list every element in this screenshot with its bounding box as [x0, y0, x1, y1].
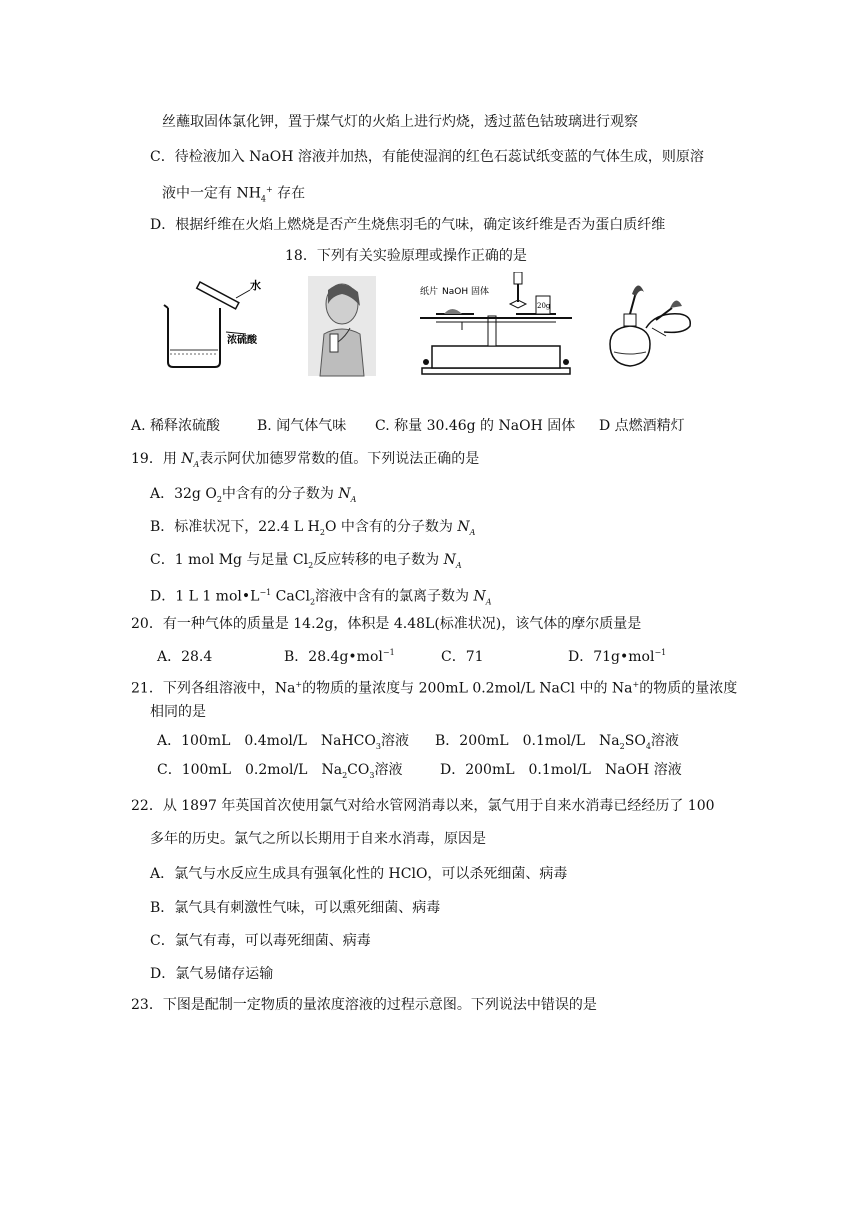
label-weight: 20g: [537, 302, 551, 310]
q20-options: [157, 643, 666, 667]
q19-option-b: B．标准状况下，22.4 L $H_2O$ 中含有的分子数为 $N_A$: [150, 519, 476, 537]
q20-stem: 20．有一种气体的质量是 14.2g，体积是 4.48L(标准状况)，该气体的摩尔质量是: [131, 616, 642, 632]
figure-balance: [416, 272, 576, 376]
q23-stem: 23．下图是配制一定物质的量浓度溶液的过程示意图。下列说法中错误的是: [131, 997, 597, 1013]
q19-stem: 19．用 $N_A$表示阿伏加德罗常数的值。下列说法正确的是: [131, 451, 480, 469]
label-paper: 纸片: [420, 287, 439, 297]
q18-options: [131, 416, 685, 436]
label-water: 水: [250, 279, 261, 292]
q18-option-d: D 点燃酒精灯: [599, 418, 685, 434]
q22-option-b: B．氯气具有刺激性气味，可以熏死细菌、病毒: [150, 900, 441, 916]
q18-stem: 18．下列有关实验原理或操作正确的是: [285, 248, 527, 264]
q21-option-c: C．100mL 0.2mol/L $Na_2CO_3$溶液: [157, 762, 403, 780]
prev-option-c-line2: 液中一定有 $NH_4^+$ 存在: [162, 185, 306, 204]
q21-stem: 21．下列各组溶液中，Na+的物质的量浓度与 200mL 0.2mol/L NaCl 中的 Na+的物质的量浓度: [131, 680, 738, 697]
prev-option-c-line1: C．待检液加入 NaOH 溶液并加热，有能使湿润的红色石蕊试纸变蓝的气体生成，则原溶: [150, 149, 704, 165]
q21-stem-line2: 相同的是: [150, 704, 206, 720]
figure-smell-gas: [302, 272, 382, 380]
q18-option-b: B. 闻气体气味: [257, 418, 347, 434]
label-naoh-solid: NaOH 固体: [442, 287, 489, 297]
q19-option-d: D．1 L 1 $mol•L^{-1}$ CaCl$_2$溶液中含有的氯离子数为 $N_A$: [150, 588, 492, 607]
figure-light-lamp: [600, 272, 696, 372]
q20-option-b: B．28.4g•mol$^{-1}$: [284, 648, 395, 665]
q21-option-b: B．200mL 0.1mol/L $Na_2SO_4$溶液: [435, 733, 679, 751]
q20-option-d: D．71g•mol$^{-1}$: [568, 648, 667, 665]
q21-option-d: D．200mL 0.1mol/L NaOH 溶液: [440, 762, 682, 778]
q20-option-c: C．71: [441, 648, 484, 665]
prev-option-b-continued: 丝蘸取固体氯化钾，置于煤气灯的火焰上进行灼烧，透过蓝色钴玻璃进行观察: [162, 114, 638, 130]
q19-option-c: C．1 mol Mg 与足量 $Cl_2$反应转移的电子数为 $N_A$: [150, 552, 462, 570]
q20-option-a: A．28.4: [157, 648, 213, 665]
q22-stem-line2: 多年的历史。氯气之所以长期用于自来水消毒，原因是: [150, 831, 486, 847]
q22-option-a: A．氯气与水反应生成具有强氧化性的 HClO，可以杀死细菌、病毒: [150, 866, 568, 882]
q22-option-d: D．氯气易储存运输: [150, 966, 274, 982]
prev-option-d: D．根据纤维在火焰上燃烧是否产生烧焦羽毛的气味，确定该纤维是否为蛋白质纤维: [150, 217, 666, 233]
label-conc-acid: 浓硫酸: [227, 335, 257, 346]
figure-dilute-acid: [160, 272, 280, 372]
q18-option-c: C. 称量 30.46g 的 NaOH 固体: [375, 418, 576, 434]
q19-option-a: A．32g $O_2$中含有的分子数为 $N_A$: [150, 486, 357, 504]
q22-stem-line1: 22．从 1897 年英国首次使用氯气对给水管网消毒以来，氯气用于自来水消毒已经经历了 100: [131, 798, 715, 814]
q22-option-c: C．氯气有毒，可以毒死细菌、病毒: [150, 933, 371, 949]
q21-option-a: A．100mL 0.4mol/L NaHCO$_3$溶液: [157, 733, 409, 751]
q18-option-a: A. 稀释浓硫酸: [131, 418, 221, 434]
